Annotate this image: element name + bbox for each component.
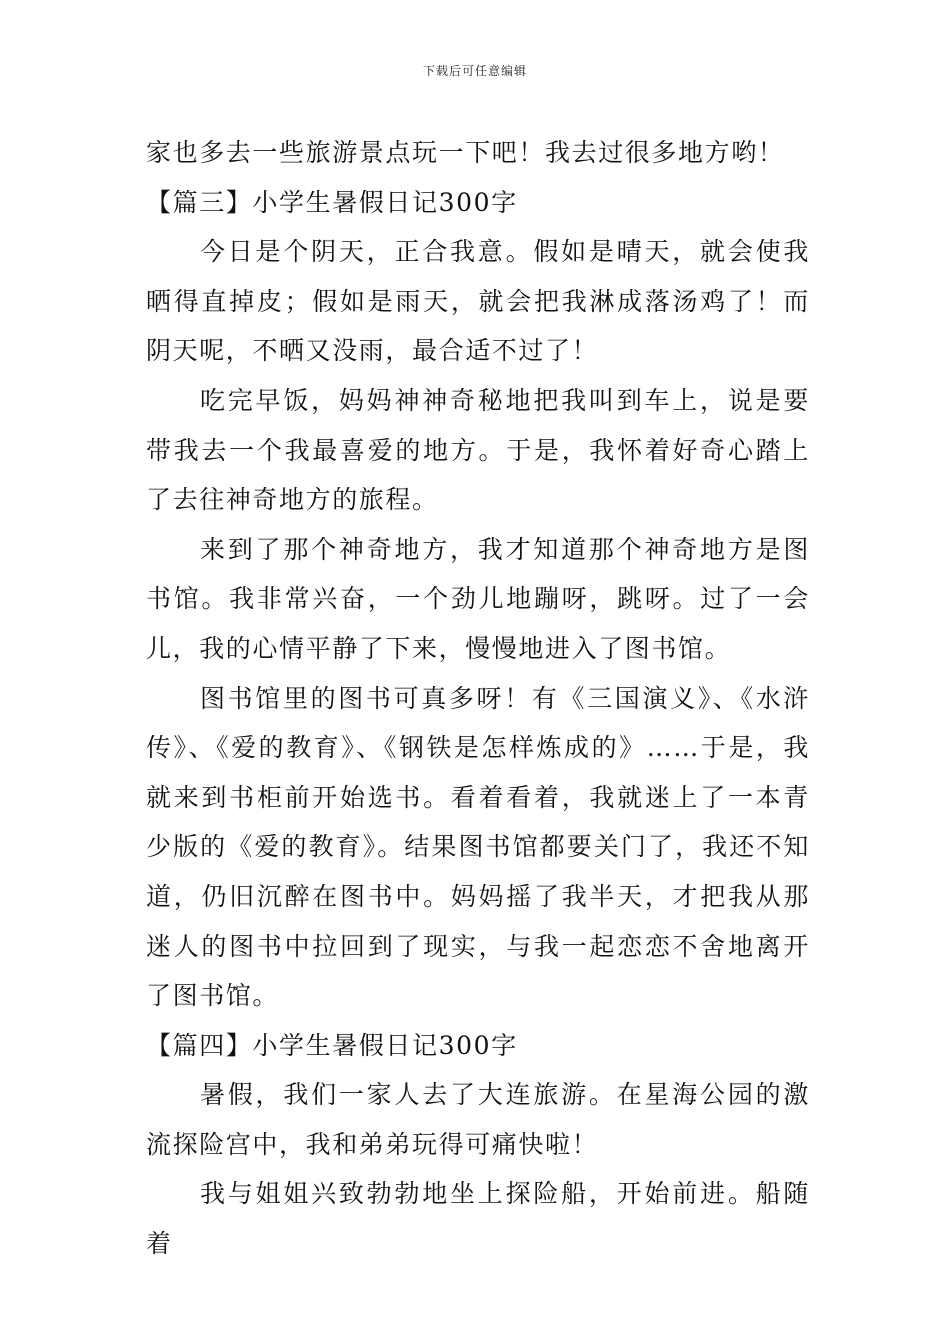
body-paragraph: 我与姐姐兴致勃勃地坐上探险船，开始前进。船随着 bbox=[146, 1179, 810, 1259]
body-paragraph: 图书馆里的图书可真多呀！有《三国演义》、《水浒传》、《爱的教育》、《钢铁是怎样炼成的》……于是，我就来到书柜前开始选书。看着看着，我就迷上了一本青少版的《爱的教育》。结果图书馆都要关门了，我还不知道，仍旧沉醉在图书中。妈妈摇了我半天，才把我从那迷人的图书中拉回到了现实，与我一起恋恋不舍地离开了图书馆。 bbox=[146, 683, 810, 1011]
body-paragraph: 吃完早饭，妈妈神神奇秘地把我叫到车上，说是要带我去一个我最喜爱的地方。于是，我怀着好奇心踏上了去往神奇地方的旅程。 bbox=[146, 385, 810, 515]
page-header: 下载后可任意编辑 bbox=[422, 64, 527, 78]
section-heading-4: 【篇四】小学生暑假日记300字 bbox=[146, 1030, 518, 1060]
body-paragraph: 来到了那个神奇地方，我才知道那个神奇地方是图书馆。我非常兴奋，一个劲儿地蹦呀，跳呀。过了一会儿，我的心情平静了下来，慢慢地进入了图书馆。 bbox=[146, 534, 810, 663]
document-body bbox=[146, 128, 810, 1269]
section-heading-3: 【篇三】小学生暑假日记300字 bbox=[146, 187, 518, 217]
continuation-paragraph: 家也多去一些旅游景点玩一下吧！我去过很多地方哟！ bbox=[146, 138, 785, 167]
body-paragraph: 今日是个阴天，正合我意。假如是晴天，就会使我晒得直掉皮；假如是雨天，就会把我淋成落汤鸡了！而阴天呢，不晒又没雨，最合适不过了！ bbox=[146, 237, 810, 366]
body-paragraph: 暑假，我们一家人去了大连旅游。在星海公园的激流探险宫中，我和弟弟玩得可痛快啦！ bbox=[146, 1080, 810, 1159]
